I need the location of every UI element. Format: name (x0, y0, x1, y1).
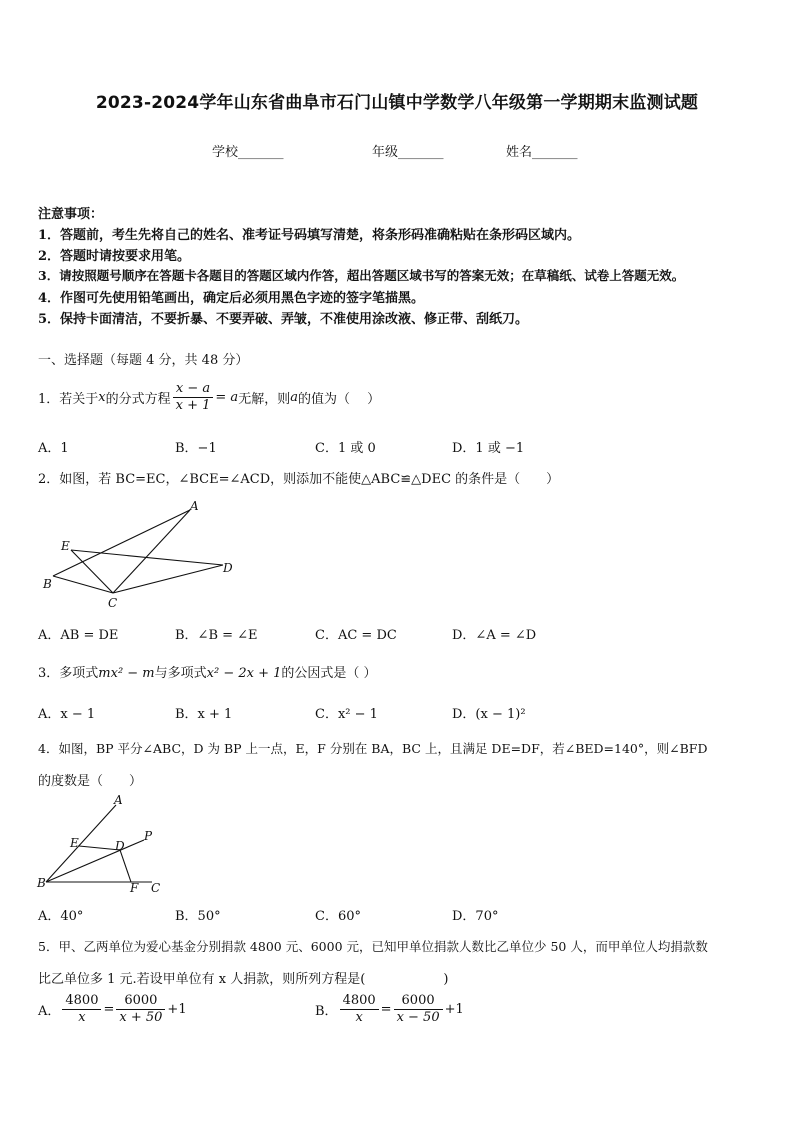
q1-option-b: B．−1 (175, 441, 217, 456)
q5-option-a-label: A． (38, 1003, 61, 1019)
notice-heading: 注意事项： (38, 207, 104, 222)
q1-var: x (98, 389, 106, 405)
q1-text: 的分式方程 (105, 391, 171, 407)
q2-option-c: C．AC = DC (315, 628, 397, 643)
segment-BA (53, 510, 190, 576)
q5-b-num-left: 4800 (340, 994, 379, 1010)
q3-text: 与多项式 (154, 666, 207, 681)
question-5-line2: 比乙单位多 1 元.若设甲单位有 x 人捐款，则所列方程是( ) (38, 972, 449, 987)
segment-ED (79, 846, 120, 850)
q2-option-b: B．∠B = ∠E (175, 628, 258, 643)
segment-CD (113, 565, 223, 593)
q3-text: 的公因式是（ ） (281, 666, 377, 681)
notice-item: 2．答题时请按要求用笔。 (38, 249, 191, 264)
q2-option-d: D．∠A = ∠D (452, 628, 537, 643)
q5-option-b-label: B． (315, 1003, 338, 1019)
label-E: E (70, 836, 79, 850)
q4-figure (34, 792, 169, 897)
q5-a-den-left: x (78, 1009, 86, 1025)
q4-option-c: C．60° (315, 909, 361, 924)
label-E: E (61, 539, 70, 553)
q2-figure (38, 498, 248, 613)
name-field: 姓名_______ (506, 145, 578, 160)
q5-b-den-right: x − 50 (396, 1009, 440, 1025)
label-F: F (130, 881, 139, 895)
q1-text: 1．若关于 (38, 391, 99, 407)
q4-option-a: A．40° (38, 909, 84, 924)
notice-item: 3．请按照题号顺序在答题卡各题目的答题区域内作答，超出答题区域书写的答案无效；在草稿纸、试卷上答题无效。 (38, 268, 685, 283)
question-1 (38, 382, 380, 412)
grade-field: 年级_______ (372, 145, 444, 160)
notice-item: 4．作图可先使用铅笔画出，确定后必须用黑色字迹的签字笔描黑。 (38, 291, 425, 306)
section-heading: 一、选择题（每题 4 分，共 48 分） (38, 353, 249, 368)
label-B: B (43, 577, 52, 591)
segment-ED (71, 550, 223, 565)
q4-option-d: D．70° (452, 909, 499, 924)
label-A: A (190, 499, 199, 513)
label-P: P (144, 829, 153, 843)
q5-a-den-right: x + 50 (119, 1009, 163, 1025)
segment-CA (113, 510, 190, 593)
q5-a-equals: = (103, 1001, 115, 1017)
q5-a-num-right: 6000 (116, 994, 165, 1010)
question-5-line1: 5．甲、乙两单位为爱心基金分别捐款 4800 元、6000 元，已知甲单位捐款人数比乙单位少 50 人，而甲单位人均捐款数 (38, 939, 708, 954)
question-3 (38, 662, 377, 681)
label-C: C (151, 881, 161, 895)
q3-expr1: mx² − m (98, 666, 155, 681)
q5-a-tail: +1 (167, 1001, 187, 1017)
q1-fraction (173, 382, 214, 412)
segment-DF (120, 850, 131, 882)
q3-text: 3．多项式 (38, 666, 99, 681)
q5-b-num-right: 6000 (394, 994, 443, 1010)
q5-b-equals: = (380, 1001, 392, 1017)
q3-option-d: D．(x − 1)² (452, 707, 526, 722)
q3-option-c: C．x² − 1 (315, 707, 378, 722)
school-field: 学校_______ (212, 145, 284, 160)
q5-option-b (315, 994, 464, 1024)
page-title: 2023-2024学年山东省曲阜市石门山镇中学数学八年级第一学期期末监测试题 (95, 93, 699, 113)
label-D: D (115, 839, 125, 853)
label-B: B (37, 876, 46, 890)
q5-a-num-left: 4800 (62, 994, 101, 1010)
q5-option-a (38, 994, 187, 1024)
q1-var: a (290, 389, 298, 405)
q1-option-c: C．1 或 0 (315, 441, 376, 456)
q1-option-a: A．1 (38, 441, 69, 456)
q5-b-frac-right (394, 994, 443, 1024)
q2-option-a: A．AB = DE (38, 628, 119, 643)
notice-item: 1．答题前，考生先将自己的姓名、准考证号码填写清楚，将条形码准确粘贴在条形码区域内。 (38, 228, 581, 243)
q1-option-d: D．1 或 −1 (452, 441, 525, 456)
q5-b-frac-left (340, 994, 379, 1024)
q4-option-b: B．50° (175, 909, 221, 924)
q1-text: 无解，则 (238, 391, 291, 407)
question-4-line1: 4．如图，BP 平分∠ABC，D 为 BP 上一点，E，F 分别在 BA，BC 上，且满足 DE=DF，若∠BED=140°，则∠BFD (38, 741, 708, 756)
q1-equals: = a (215, 389, 239, 405)
question-4-line2: 的度数是（ ） (38, 774, 143, 789)
q5-a-frac-right (116, 994, 165, 1024)
label-D: D (223, 561, 233, 575)
q5-b-den-left: x (355, 1009, 363, 1025)
label-C: C (108, 596, 118, 610)
q1-numerator: x − a (173, 382, 214, 398)
question-2: 2．如图，若 BC=EC，∠BCE=∠ACD，则添加不能使△ABC≌△DEC 的条件是（ ） (38, 472, 560, 487)
label-A: A (114, 793, 123, 807)
q3-option-a: A．x − 1 (38, 707, 96, 722)
q5-b-tail: +1 (444, 1001, 464, 1017)
q5-a-frac-left (62, 994, 101, 1024)
notice-item: 5．保持卡面清洁，不要折暴、不要弄破、弄皱，不准使用涂改液、修正带、刮纸刀。 (38, 312, 529, 327)
ray-BA (46, 805, 116, 882)
q1-denominator: x + 1 (175, 397, 211, 413)
q3-option-b: B．x + 1 (175, 707, 233, 722)
q1-text: 的值为（ ） (297, 391, 381, 407)
q3-expr2: x² − 2x + 1 (206, 666, 282, 681)
